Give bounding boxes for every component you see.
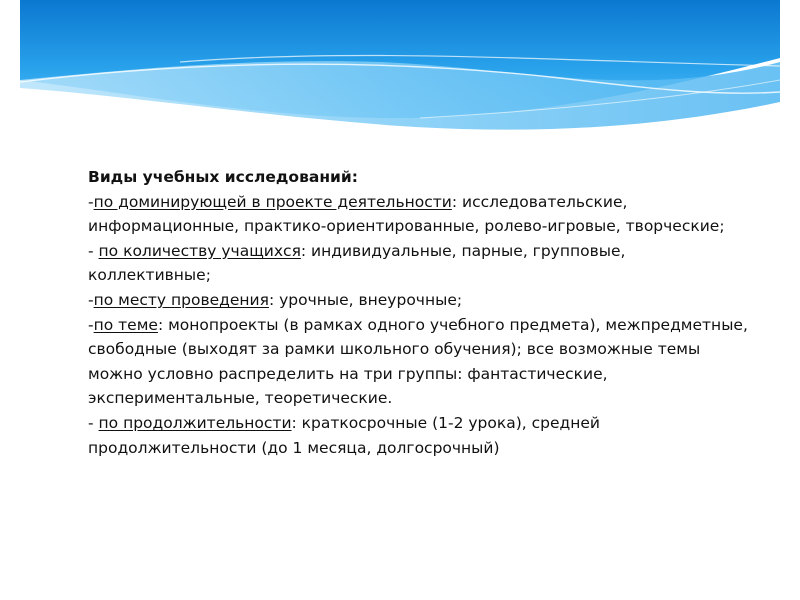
item-prefix: - <box>88 290 94 309</box>
list-item-topic <box>88 313 748 411</box>
slide-body <box>88 165 748 460</box>
item-criterion: по теме <box>93 315 158 334</box>
item-text: : исследовательские, информационные, практико-ориентированные, ролево-игровые, творческие; <box>88 192 725 236</box>
list-item-activity <box>88 190 748 239</box>
item-text: : индивидуальные, парные, групповые, коллективные; <box>88 241 626 285</box>
item-prefix: - <box>88 315 94 334</box>
header-wave-decoration <box>0 0 800 150</box>
item-criterion: по количеству учащихся <box>98 241 301 260</box>
item-prefix: - <box>88 413 99 432</box>
list-item-students <box>88 239 748 288</box>
item-prefix: - <box>88 241 99 260</box>
slide-heading: Виды учебных исследований: <box>88 168 358 186</box>
item-text: : монопроекты (в рамках одного учебного предмета), межпредметные, свободные (выходят за рамки школьного обучения); все возможные темы можно условно распределить на три группы: фантастические, экспериментальные, теоретические. <box>88 315 748 408</box>
list-item-duration <box>88 411 748 460</box>
item-criterion: по продолжительности <box>98 413 292 432</box>
list-item-place <box>88 288 748 313</box>
item-text: : краткосрочные (1-2 урока), средней продолжительности (до 1 месяца, долгосрочный) <box>88 413 600 457</box>
item-text: : урочные, внеурочные; <box>268 290 463 309</box>
item-criterion: по доминирующей в проекте деятельности <box>93 192 452 211</box>
item-prefix: - <box>88 192 94 211</box>
item-criterion: по месту проведения <box>93 290 269 309</box>
